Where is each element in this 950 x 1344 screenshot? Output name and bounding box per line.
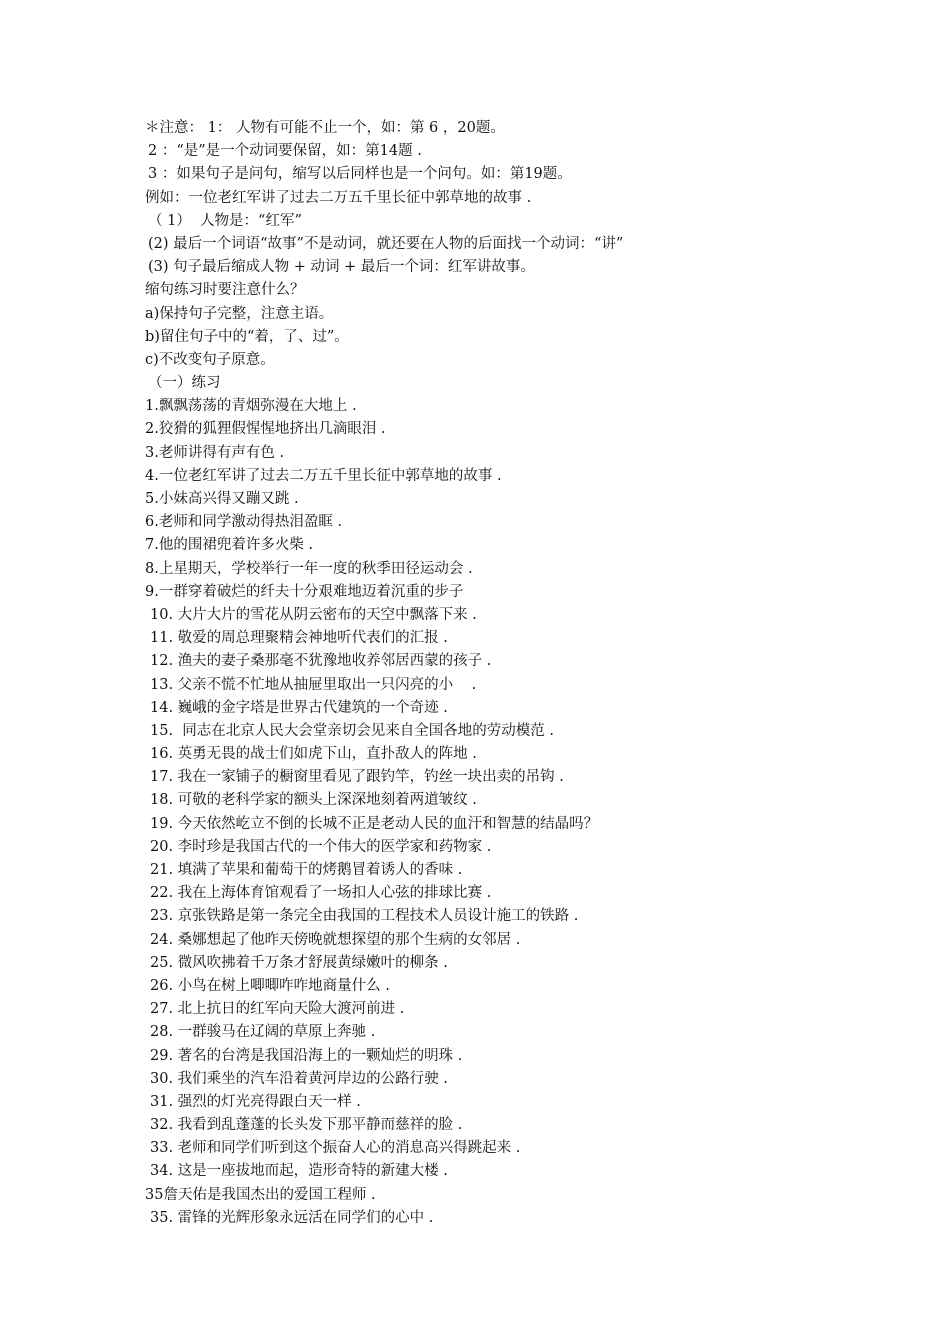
exercise-item: 31. 强烈的灯光亮得跟白天一样 . [150,1093,361,1110]
exercise-heading: （一）练习 [148,375,221,392]
exercise-item: 11. 敬爱的周总理聚精会神地听代表们的汇报 . [150,630,448,647]
exercise-item: 2.狡猾的狐狸假惺惺地挤出几滴眼泪 . [145,421,386,438]
exercise-item: 4.一位老红军讲了过去二万五千里长征中郭草地的故事 . [145,467,502,484]
exercise-item: 7.他的围裙兜着许多火柴 . [145,537,314,554]
exercise-item: 32. 我看到乱蓬蓬的长头发下那平静而慈祥的脸 . [150,1117,463,1134]
exercise-item: 8.上星期天，学校举行一年一度的秋季田径运动会 . [145,560,473,577]
exercise-item: 6.老师和同学激动得热泪盈眶 . [145,514,343,531]
exercise-item: 34. 这是一座拔地而起，造形奇特的新建大楼 . [150,1163,448,1180]
exercise-item: 1.飘飘荡荡的青烟弥漫在大地上 . [145,398,357,415]
example-step: (3) 句子最后缩成人物 + 动词 + 最后一个词：红军讲故事。 [148,259,535,276]
exercise-item: 3.老师讲得有声有色 . [145,444,285,461]
example-sentence: 例如：一位老红军讲了过去二万五千里长征中郭草地的故事 . [145,189,532,206]
note-line: ＊注意： 1： 人物有可能不止一个，如：第 6 ，20题。 [145,120,505,136]
exercise-item: 16. 英勇无畏的战士们如虎下山，直扑敌人的阵地 . [150,746,477,763]
exercise-item: 5.小妹高兴得又蹦又跳 . [145,491,299,507]
exercise-item: 26. 小鸟在树上唧唧咋咋地商量什么 . [150,977,390,994]
exercise-item: 27. 北上抗日的红军向天险大渡河前进 . [150,1001,405,1018]
exercise-item: 28. 一群骏马在辽阔的草原上奔驰 . [150,1024,376,1041]
note-line: 2 ：“是”是一个动词要保留，如：第14题 . [148,143,422,160]
document-page [145,117,925,1230]
exercise-item: 14. 巍峨的金字塔是世界古代建筑的一个奇迹 . [150,699,448,716]
exercise-item: 23. 京张铁路是第一条完全由我国的工程技术人员设计施工的铁路 . [150,908,579,925]
exercise-item: 20. 李时珍是我国古代的一个伟大的医学家和药物家 . [150,838,492,855]
exercise-item: 29. 著名的台湾是我国沿海上的一颗灿烂的明珠 . [150,1047,463,1064]
exercise-item: 24. 桑娜想起了他昨天傍晚就想探望的那个生病的女邻居 . [150,931,521,948]
exercise-item: 21. 填满了苹果和葡萄干的烤鹅冒着诱人的香味 . [150,862,463,878]
tip-item: a)保持句子完整，注意主语。 [145,305,334,322]
example-step: (2) 最后一个词语“故事”不是动词，就还要在人物的后面找一个动词：“讲” [148,235,624,252]
exercise-item: 12. 渔夫的妻子桑那毫不犹豫地收养邻居西蒙的孩子 . [150,653,492,670]
exercise-item: 9.一群穿着破烂的纤夫十分艰难地迈着沉重的步子 [145,583,464,600]
exercise-item: 18. 可敬的老科学家的额头上深深地刻着两道皱纹 . [150,792,477,809]
exercise-item: 13. 父亲不慌不忙地从抽屉里取出一只闪亮的小 . [150,676,477,693]
exercise-item: 35. 雷锋的光辉形象永远活在同学们的心中 . [150,1209,434,1226]
exercise-item: 33. 老师和同学们听到这个振奋人心的消息高兴得跳起来 . [150,1140,521,1157]
tip-item: b)留住句子中的“着，了、过”。 [145,328,349,345]
exercise-item: 10. 大片大片的雪花从阴云密布的天空中飘落下来 . [150,606,477,623]
tips-question: 缩句练习时要注意什么？ [145,282,305,299]
exercise-item: 17. 我在一家铺子的橱窗里看见了跟钓竿，钓丝一块出卖的吊钩 . [150,769,564,786]
tip-item: c)不改变句子原意。 [145,351,275,368]
exercise-item: 25. 微风吹拂着千万条才舒展黄绿嫩叶的柳条 . [150,954,448,971]
example-step: （ 1） 人物是：“红军” [148,212,302,229]
exercise-item: 22. 我在上海体育馆观看了一场扣人心弦的排球比赛 . [150,885,492,902]
exercise-item: 19. 今天依然屹立不倒的长城不正是老动人民的血汗和智慧的结晶吗？ [150,815,599,832]
exercise-item: 35詹天佑是我国杰出的爱国工程师 . [145,1186,376,1203]
exercise-item: 15. 同志在北京人民大会堂亲切会见来自全国各地的劳动模范 . [150,722,554,739]
note-line: 3 ：如果句子是问句，缩写以后同样也是一个问句。如：第19题。 [148,166,572,183]
exercise-item: 30. 我们乘坐的汽车沿着黄河岸边的公路行驶 . [150,1070,448,1087]
